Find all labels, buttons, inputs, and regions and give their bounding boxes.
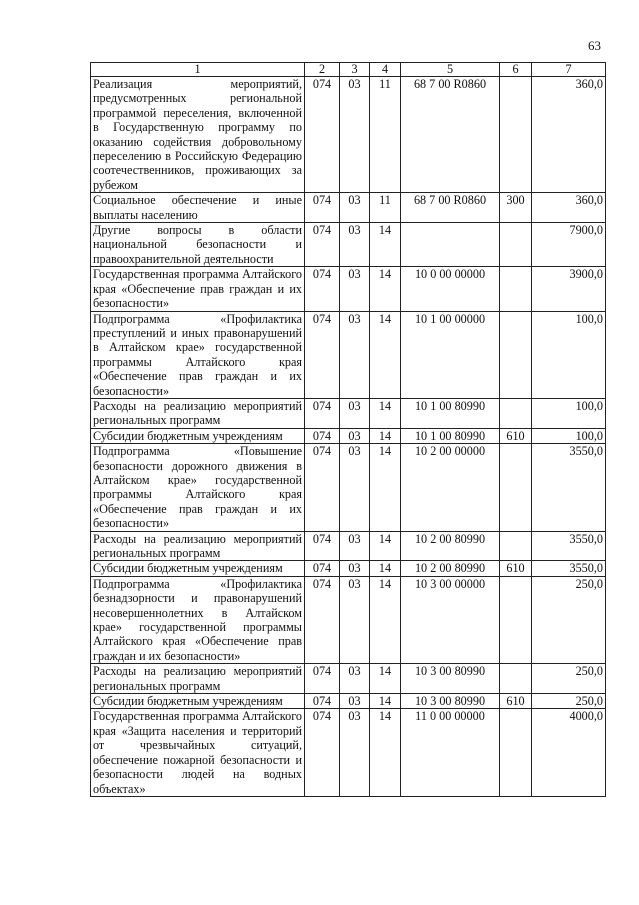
section-cell: 03 bbox=[340, 223, 370, 267]
expense-type-cell bbox=[500, 311, 532, 398]
admin-code-cell: 074 bbox=[305, 444, 340, 531]
header-cell: 5 bbox=[401, 63, 500, 77]
target-article-cell: 10 2 00 80990 bbox=[401, 531, 500, 561]
row-name-cell: Государственная программа Алтайского края «Обеспечение прав граждан и их безопасности» bbox=[91, 267, 305, 311]
table-row bbox=[91, 77, 606, 193]
expense-type-cell bbox=[500, 444, 532, 531]
row-name-cell: Расходы на реализацию мероприятий региональных программ bbox=[91, 398, 305, 428]
row-name-cell: Государственная программа Алтайского края «Защита населения и территорий от чрезвычайных ситуаций, обеспечение пожарной безопасности и безопасности людей на водных объектах» bbox=[91, 709, 305, 796]
admin-code-cell: 074 bbox=[305, 223, 340, 267]
admin-code-cell: 074 bbox=[305, 576, 340, 663]
expense-type-cell: 610 bbox=[500, 428, 532, 443]
subsection-cell: 14 bbox=[370, 428, 401, 443]
table-row bbox=[91, 311, 606, 398]
table-row bbox=[91, 561, 606, 576]
section-cell: 03 bbox=[340, 561, 370, 576]
budget-table bbox=[90, 62, 606, 797]
admin-code-cell: 074 bbox=[305, 664, 340, 694]
expense-type-cell: 610 bbox=[500, 694, 532, 709]
table-row bbox=[91, 444, 606, 531]
row-name-cell: Расходы на реализацию мероприятий региональных программ bbox=[91, 664, 305, 694]
admin-code-cell: 074 bbox=[305, 694, 340, 709]
expense-type-cell bbox=[500, 531, 532, 561]
row-name-cell: Субсидии бюджетным учреждениям bbox=[91, 428, 305, 443]
target-article-cell: 10 3 00 80990 bbox=[401, 664, 500, 694]
section-cell: 03 bbox=[340, 193, 370, 223]
subsection-cell: 14 bbox=[370, 311, 401, 398]
subsection-cell: 14 bbox=[370, 398, 401, 428]
expense-type-cell: 610 bbox=[500, 561, 532, 576]
section-cell: 03 bbox=[340, 267, 370, 311]
amount-cell: 7900,0 bbox=[532, 223, 606, 267]
subsection-cell: 14 bbox=[370, 444, 401, 531]
admin-code-cell: 074 bbox=[305, 311, 340, 398]
section-cell: 03 bbox=[340, 694, 370, 709]
admin-code-cell: 074 bbox=[305, 531, 340, 561]
row-name-cell: Подпрограмма «Профилактика безнадзорности и правонарушений несовершеннолетних в Алтайском крае» государственной программы Алтайского края «Обеспечение прав граждан и их безопасности» bbox=[91, 576, 305, 663]
row-name-cell: Социальное обеспечение и иные выплаты населению bbox=[91, 193, 305, 223]
subsection-cell: 14 bbox=[370, 664, 401, 694]
section-cell: 03 bbox=[340, 576, 370, 663]
amount-cell: 100,0 bbox=[532, 398, 606, 428]
table-row bbox=[91, 428, 606, 443]
expense-type-cell bbox=[500, 576, 532, 663]
amount-cell: 250,0 bbox=[532, 694, 606, 709]
target-article-cell: 68 7 00 R0860 bbox=[401, 77, 500, 193]
section-cell: 03 bbox=[340, 428, 370, 443]
subsection-cell: 11 bbox=[370, 77, 401, 193]
target-article-cell: 10 1 00 80990 bbox=[401, 398, 500, 428]
amount-cell: 3550,0 bbox=[532, 561, 606, 576]
admin-code-cell: 074 bbox=[305, 267, 340, 311]
admin-code-cell: 074 bbox=[305, 193, 340, 223]
subsection-cell: 14 bbox=[370, 576, 401, 663]
subsection-cell: 14 bbox=[370, 531, 401, 561]
expense-type-cell bbox=[500, 77, 532, 193]
subsection-cell: 14 bbox=[370, 267, 401, 311]
expense-type-cell bbox=[500, 267, 532, 311]
subsection-cell: 11 bbox=[370, 193, 401, 223]
amount-cell: 250,0 bbox=[532, 576, 606, 663]
target-article-cell: 10 1 00 00000 bbox=[401, 311, 500, 398]
header-cell: 7 bbox=[532, 63, 606, 77]
target-article-cell: 10 3 00 00000 bbox=[401, 576, 500, 663]
expense-type-cell bbox=[500, 709, 532, 796]
amount-cell: 100,0 bbox=[532, 311, 606, 398]
subsection-cell: 14 bbox=[370, 694, 401, 709]
header-cell: 4 bbox=[370, 63, 401, 77]
table-row bbox=[91, 664, 606, 694]
subsection-cell: 14 bbox=[370, 561, 401, 576]
expense-type-cell: 300 bbox=[500, 193, 532, 223]
amount-cell: 4000,0 bbox=[532, 709, 606, 796]
header-cell: 6 bbox=[500, 63, 532, 77]
table-row bbox=[91, 193, 606, 223]
table-row bbox=[91, 398, 606, 428]
row-name-cell: Расходы на реализацию мероприятий региональных программ bbox=[91, 531, 305, 561]
target-article-cell: 11 0 00 00000 bbox=[401, 709, 500, 796]
amount-cell: 3900,0 bbox=[532, 267, 606, 311]
admin-code-cell: 074 bbox=[305, 77, 340, 193]
table-row bbox=[91, 267, 606, 311]
row-name-cell: Другие вопросы в области национальной безопасности и правоохранительной деятельности bbox=[91, 223, 305, 267]
section-cell: 03 bbox=[340, 709, 370, 796]
header-cell: 1 bbox=[91, 63, 305, 77]
amount-cell: 250,0 bbox=[532, 664, 606, 694]
table-row bbox=[91, 531, 606, 561]
section-cell: 03 bbox=[340, 398, 370, 428]
target-article-cell bbox=[401, 223, 500, 267]
row-name-cell: Подпрограмма «Повышение безопасности дорожного движения в Алтайском крае» государственной программы Алтайского края «Обеспечение прав граждан и их безопасности» bbox=[91, 444, 305, 531]
subsection-cell: 14 bbox=[370, 223, 401, 267]
expense-type-cell bbox=[500, 664, 532, 694]
admin-code-cell: 074 bbox=[305, 428, 340, 443]
header-cell: 3 bbox=[340, 63, 370, 77]
subsection-cell: 14 bbox=[370, 709, 401, 796]
header-cell: 2 bbox=[305, 63, 340, 77]
table-row bbox=[91, 576, 606, 663]
table-header-row bbox=[91, 63, 606, 77]
row-name-cell: Субсидии бюджетным учреждениям bbox=[91, 561, 305, 576]
admin-code-cell: 074 bbox=[305, 561, 340, 576]
admin-code-cell: 074 bbox=[305, 709, 340, 796]
expense-type-cell bbox=[500, 223, 532, 267]
expense-type-cell bbox=[500, 398, 532, 428]
admin-code-cell: 074 bbox=[305, 398, 340, 428]
amount-cell: 3550,0 bbox=[532, 531, 606, 561]
amount-cell: 3550,0 bbox=[532, 444, 606, 531]
target-article-cell: 10 2 00 00000 bbox=[401, 444, 500, 531]
table-row bbox=[91, 709, 606, 796]
section-cell: 03 bbox=[340, 77, 370, 193]
target-article-cell: 10 3 00 80990 bbox=[401, 694, 500, 709]
page-number: 63 bbox=[588, 38, 601, 53]
table-row bbox=[91, 223, 606, 267]
section-cell: 03 bbox=[340, 444, 370, 531]
target-article-cell: 68 7 00 R0860 bbox=[401, 193, 500, 223]
target-article-cell: 10 1 00 80990 bbox=[401, 428, 500, 443]
row-name-cell: Подпрограмма «Профилактика преступлений и иных правонарушений в Алтайском крае» государственной программы Алтайского края «Обеспечение прав граждан и их безопасности» bbox=[91, 311, 305, 398]
table-row bbox=[91, 694, 606, 709]
section-cell: 03 bbox=[340, 531, 370, 561]
section-cell: 03 bbox=[340, 311, 370, 398]
amount-cell: 100,0 bbox=[532, 428, 606, 443]
row-name-cell: Реализация мероприятий, предусмотренных региональной программой переселения, включенной в Государственную программу по оказанию содействия добровольному переселению в Российскую Федерацию соотечественников, проживающих за рубежом bbox=[91, 77, 305, 193]
amount-cell: 360,0 bbox=[532, 77, 606, 193]
target-article-cell: 10 2 00 80990 bbox=[401, 561, 500, 576]
section-cell: 03 bbox=[340, 664, 370, 694]
amount-cell: 360,0 bbox=[532, 193, 606, 223]
row-name-cell: Субсидии бюджетным учреждениям bbox=[91, 694, 305, 709]
target-article-cell: 10 0 00 00000 bbox=[401, 267, 500, 311]
